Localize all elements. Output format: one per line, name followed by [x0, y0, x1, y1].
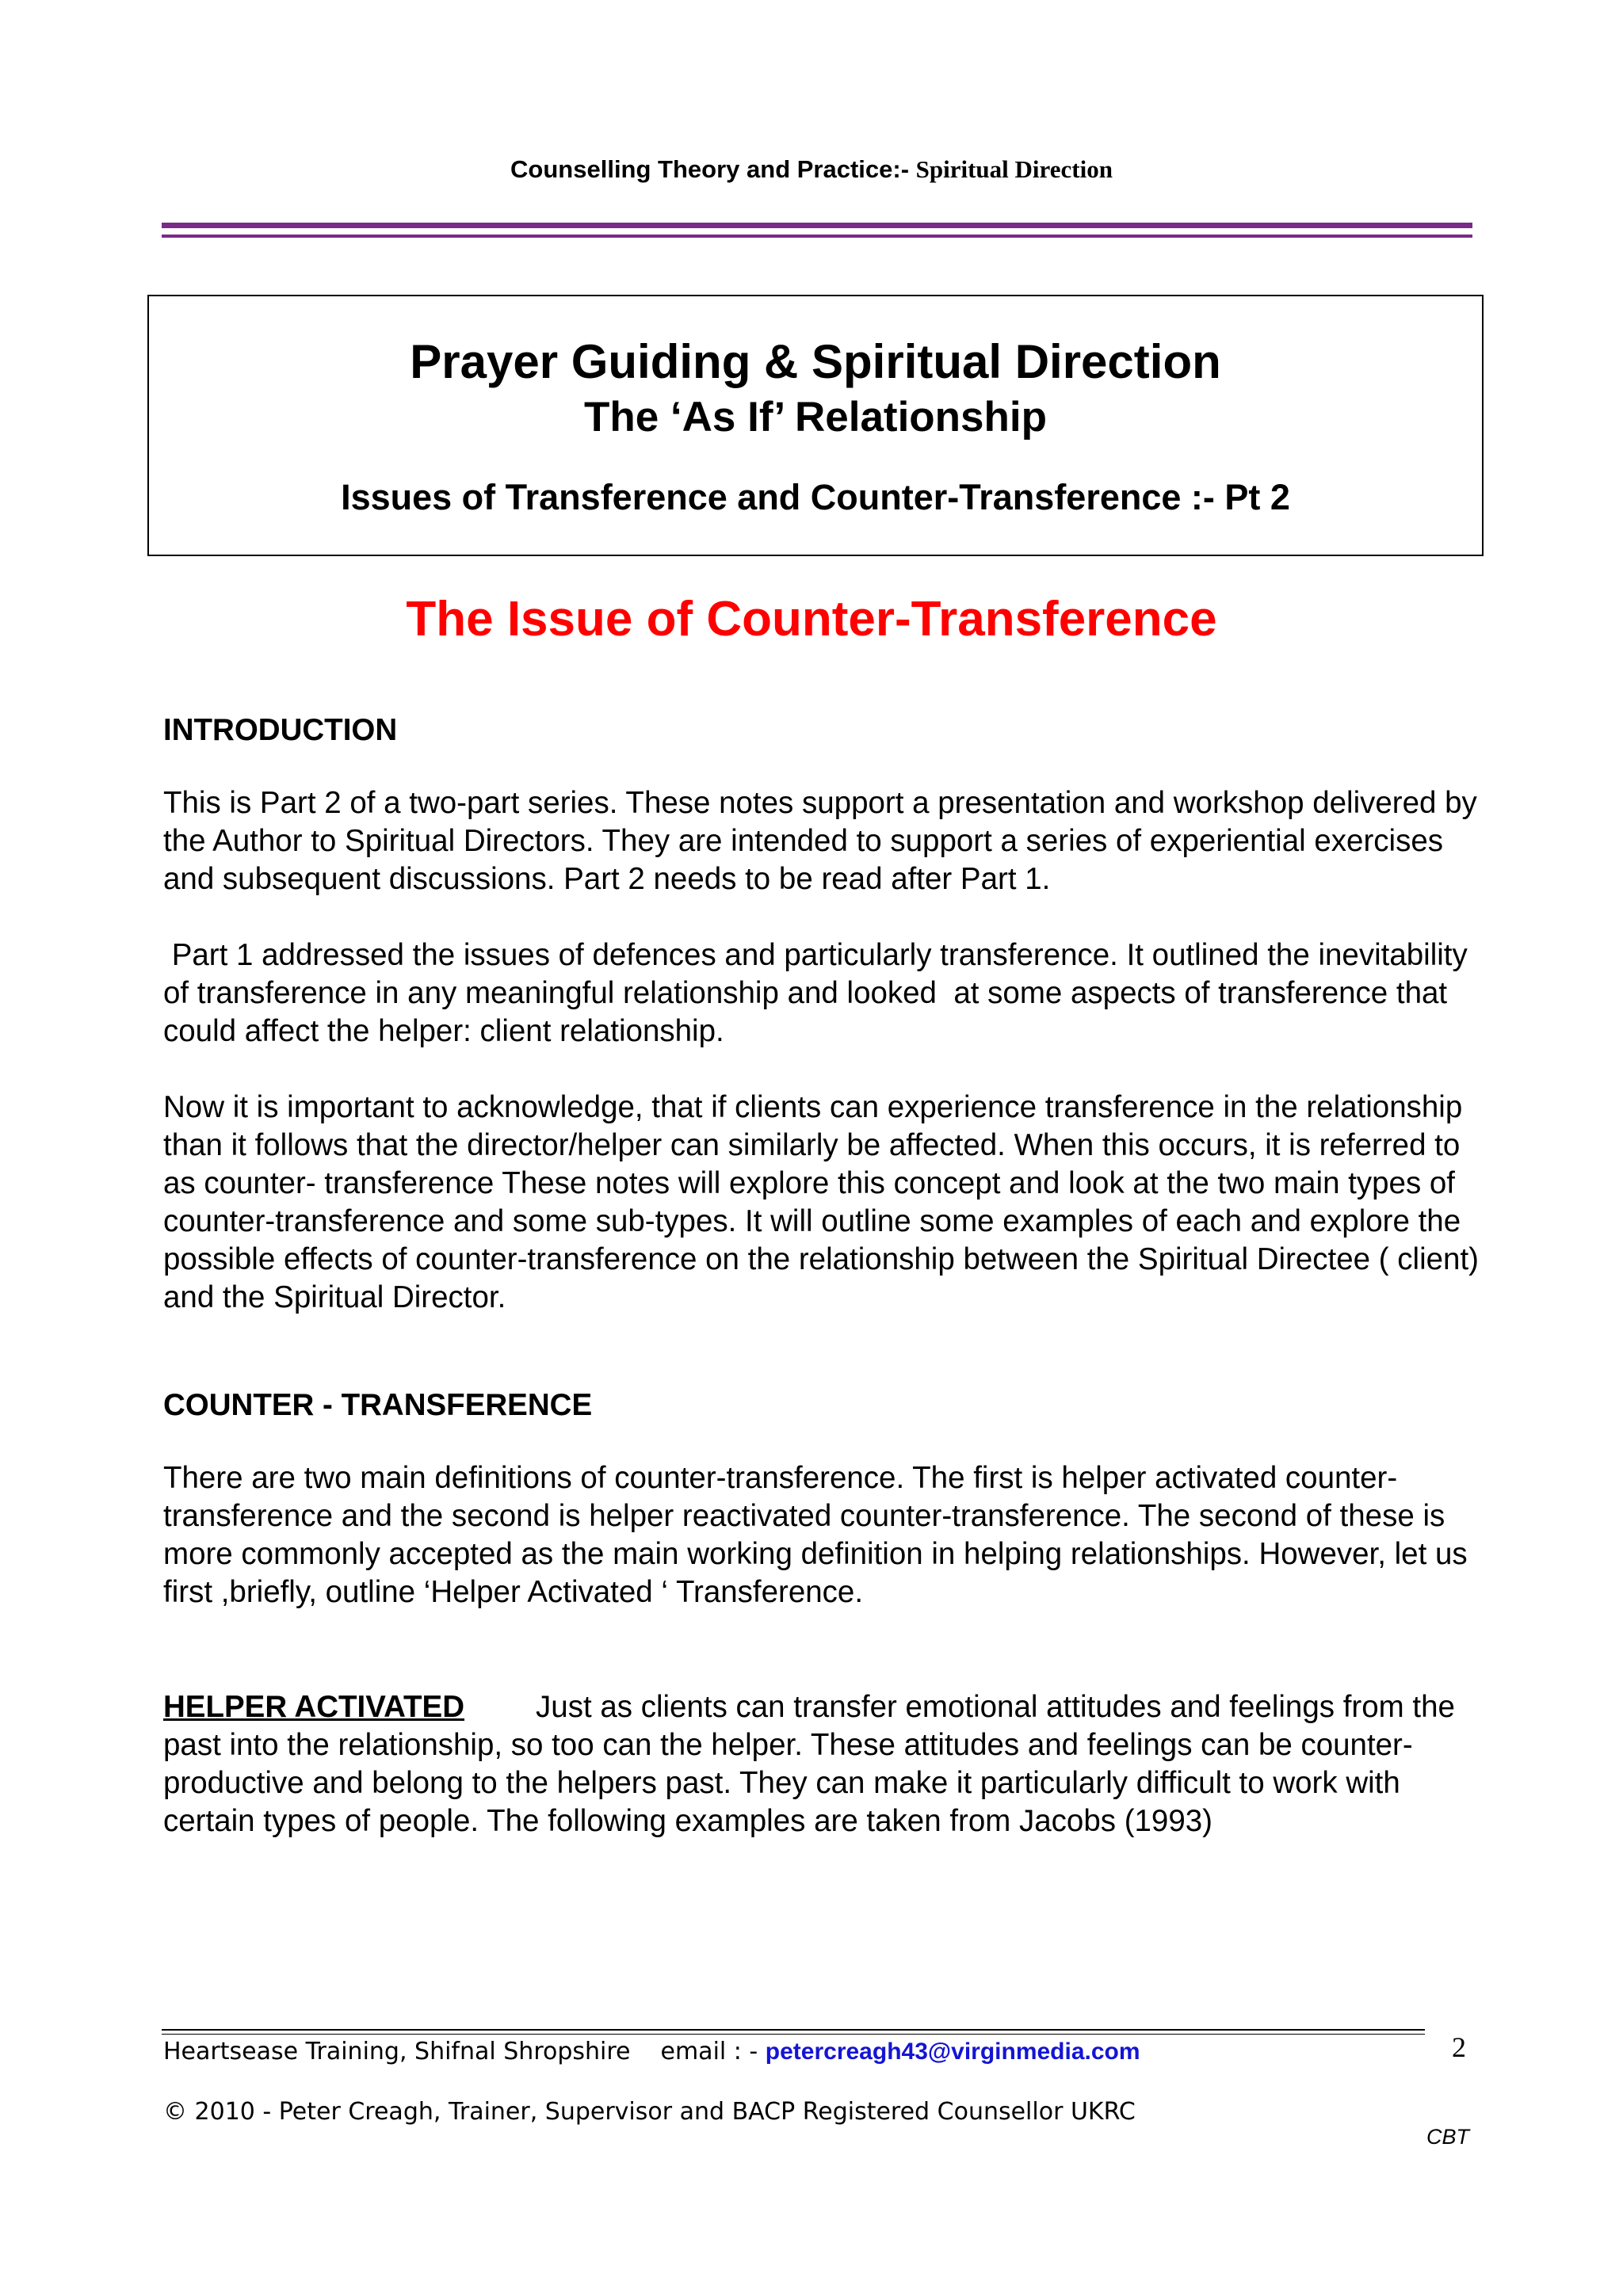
counter-transference-paragraph: There are two main definitions of counter-transference. The first is helper activated counter-transference and the second is helper reactivated counter-transference. The second of these is more commonly accepted as the main working definition in helping relationships. However, let us first ,briefly, outline ‘Helper Activated ‘ Transference.	[163, 1461, 1468, 1609]
header-rule-thick	[162, 223, 1472, 228]
footer-copyright: © 2010 - Peter Creagh, Trainer, Supervisor and BACP Registered Counsellor UKRC	[163, 2098, 1136, 2126]
footer-email-link[interactable]: petercreagh43@virginmedia.com	[765, 2039, 1140, 2065]
introduction-paragraph-2: Part 1 addressed the issues of defences and particularly transference. It outlined the inevitability of transference in any meaningful relationship and looked at some aspects of transference that could affect the helper: client relationship.	[163, 938, 1476, 1048]
header-course: Counselling Theory and Practice:-	[510, 155, 916, 183]
title-line-1: Prayer Guiding & Spiritual Direction	[410, 335, 1221, 388]
running-header	[0, 155, 1623, 184]
footer-tag: CBT	[1426, 2125, 1469, 2149]
footer-email-label: email : -	[660, 2038, 766, 2065]
helper-activated-paragraph	[163, 1688, 1495, 1840]
title-box	[147, 295, 1484, 556]
introduction-paragraph-1: This is Part 2 of a two-part series. These notes support a presentation and workshop delivered by the Author to Spiritual Directors. They are intended to support a series of experiential exercises and subsequent discussions. Part 2 needs to be read after Part 1.	[163, 786, 1477, 896]
main-title: The Issue of Counter-Transference	[406, 592, 1217, 646]
page-number: 2	[1452, 2031, 1466, 2063]
introduction-paragraph-3: Now it is important to acknowledge, that if clients can experience transference in the relationship than it follows that the director/helper can similarly be affected. When this occurs, it is referred to as counter- transference These notes will explore this concept and look at the two main types of counter-transference and some sub-types. It will outline some examples of each and explore the possible effects of counter-transference on the relationship between the Spiritual Directee ( client) and the Spiritual Director.	[163, 1090, 1479, 1314]
helper-activated-label: HELPER ACTIVATED	[163, 1690, 465, 1724]
footer-org: Heartsease Training, Shifnal Shropshire	[163, 2038, 631, 2065]
introduction-heading: INTRODUCTION	[163, 713, 398, 747]
title-line-2: The ‘As If’ Relationship	[583, 394, 1048, 441]
footer-rule-thin	[162, 2034, 1425, 2035]
footer-rule	[162, 2029, 1425, 2031]
counter-transference-heading: COUNTER - TRANSFERENCE	[163, 1388, 593, 1422]
title-line-3: Issues of Transference and Counter-Transference :- Pt 2	[341, 477, 1290, 517]
footer-line-1	[163, 2038, 1140, 2065]
helper-activated-text: Just as clients can transfer emotional attitudes and feelings from the past into the relationship, so too can the helper. These attitudes and feelings can be counter-productive and belong to the helpers past. They can make it particularly difficult to work with certain types of people. The following examples are taken from Jacobs (1993)	[163, 1690, 1455, 1838]
header-rule-thin	[162, 235, 1472, 238]
header-topic: Spiritual Direction	[915, 155, 1113, 183]
